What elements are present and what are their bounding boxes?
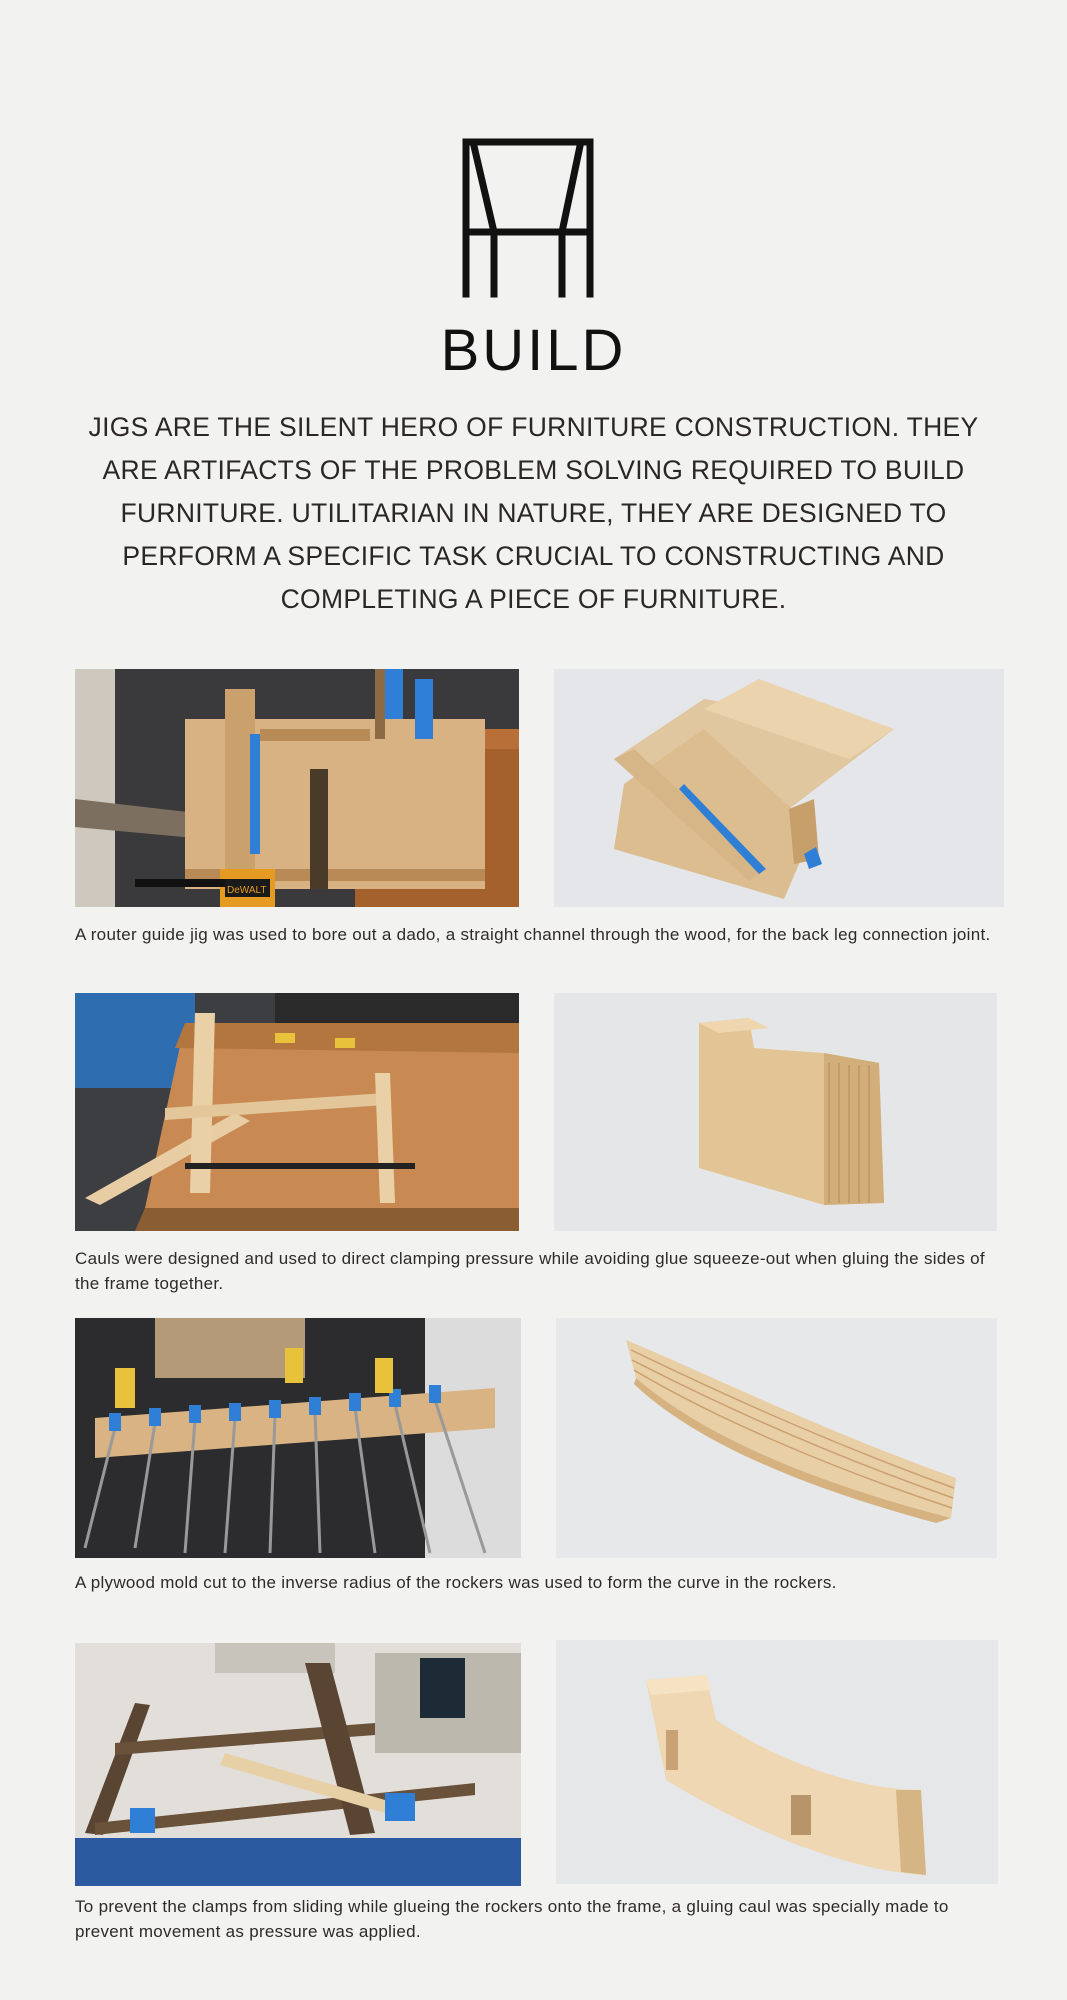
photo-gluing-caul-in-use: [75, 1643, 521, 1886]
caption-rocker-mold: A plywood mold cut to the inverse radius of the rockers was used to form the curve in the rockers.: [75, 1573, 837, 1592]
photo-gluing-caul: [556, 1640, 998, 1884]
caption-router-jig: A router guide jig was used to bore out a dado, a straight channel through the wood, for the back leg connection joint.: [75, 925, 991, 944]
photo-rocker-mold-in-use: [75, 1318, 521, 1558]
photo-router-jig-in-use: [75, 669, 519, 907]
page-title: BUILD: [440, 318, 627, 383]
chair-logo-icon: [462, 138, 594, 298]
intro-paragraph: JIGS ARE THE SILENT HERO OF FURNITURE CONSTRUCTION. THEY ARE ARTIFACTS OF THE PROBLEM SOLVING REQUIRED TO BUILD FURNITURE. UTILITARIAN IN NATURE, THEY ARE DESIGNED TO PERFORM A SPECIFIC TASK CRUCIAL TO CONSTRUCTING AND COMPLETING A PIECE OF FURNITURE.: [88, 412, 979, 614]
photo-rocker-mold: [556, 1318, 997, 1558]
caption-cauls: Cauls were designed and used to direct clamping pressure while avoiding glue squeeze-out when gluing the sides of the frame together.: [75, 1249, 985, 1293]
clamp-brand-label: DeWALT: [227, 885, 267, 896]
photo-caul-block: [554, 993, 997, 1231]
caption-gluing-caul: To prevent the clamps from sliding while glueing the rockers onto the frame, a gluing caul was specially made to prevent movement as pressure was applied.: [75, 1897, 949, 1941]
photo-router-jig: [554, 669, 1004, 907]
photo-cauls-in-use: [75, 993, 519, 1231]
